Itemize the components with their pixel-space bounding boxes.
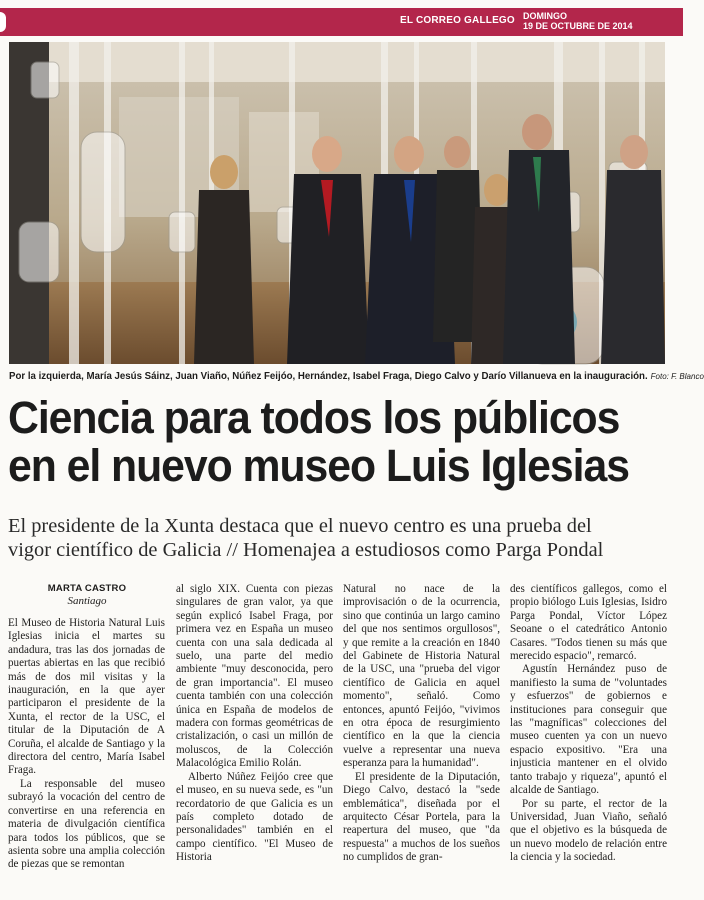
subheadline-line-2: vigor científico de Galicia // Homenajea a estudiosos como Parga Pondal (8, 539, 604, 561)
paragraph: Agustín Hernández puso de manifiesto la suma de "voluntades y esfuerzos" de gobiernos e instituciones para conseguir que las "magníficas" colecciones del museo cuenten ya con un nuevo espacio expositivo. "Era una injusticia mantener en el olvido tanto trabajo y riqueza", apuntó el alcalde de Santiago. (510, 663, 667, 797)
subheadline-line-1: El presidente de la Xunta destaca que el nuevo centro es una prueba del (8, 515, 592, 537)
subheadline (8, 514, 678, 562)
paragraph: El presidente de la Diputación, Diego Calvo, destacó la "sede emblemática", diseñada por el arquitecto César Portela, para la reapertura del museo, que "da respuesta" a muchos de los sueños no cumplidos de gran- (343, 770, 500, 864)
issue-date (523, 11, 633, 31)
paragraph: El Museo de Historia Natural Luis Iglesias inicia el martes su andadura, tras las dos jornadas de puertas abiertas en las que recibió más de dos mil visitas y la inauguración, en la que ayer participaron el presidente de la Xunta, el rector de la USC, el titular de la Diputación de A Coruña, el alcalde de Santiago y la directora del centro, María Isabel Fraga. (8, 617, 165, 777)
photo-caption (9, 371, 704, 382)
paragraph: Alberto Núñez Feijóo cree que el museo, en su nueva sede, es "un recordatorio de que Galicia es un país completo dotado de personalidades" también en el campo científico. "El Museo de Historia (176, 770, 333, 864)
photo-illustration (9, 42, 665, 364)
headline-line-1: Ciencia para todos los públicos (8, 392, 620, 443)
photo-caption-text: Por la izquierda, María Jesús Sáinz, Juan Viaño, Núñez Feijóo, Hernández, Isabel Fraga, Diego Calvo y Darío Villanueva en la inauguración. (9, 371, 648, 382)
headline-line-2: en el nuevo museo Luis Iglesias (8, 440, 629, 491)
issue-weekday: DOMINGO (523, 11, 567, 21)
paragraph: La responsable del museo subrayó la vocación del centro de convertirse en una referencia en materia de divulgación científica para todos los públicos, que se asienta sobre una amplia colección de piezas que se remontan (8, 777, 165, 871)
article-column-1 (8, 617, 165, 872)
paragraph: al siglo XIX. Cuenta con piezas singulares de gran valor, ya que según explicó Isabel Fraga, por primera vez en España un museo cuenta con una sala dedicada al suelo, una parte del medio ambiente "muy desconocida, pero de gran importancia". El museo cuenta también con una colección única en España de modelos de madera con formas geométricas de cristalización, o casi un millón de moluscos, de la Colección Malacológica Emilio Rolán. (176, 583, 333, 770)
byline (8, 583, 166, 607)
issue-full-date: 19 DE OCTUBRE DE 2014 (523, 21, 633, 31)
author-name: MARTA CASTRO (47, 583, 127, 594)
paragraph: Natural no nace de la improvisación o de la ocurrencia, sino que continúa un largo camino del que nos sentimos orgullosos", y que remite a la creación en 1840 del Gabinete de Historia Natural de la USC, una "prueba del vigor científico de Galicia en aquel momento", señaló. Como entonces, apuntó Feijóo, "vivimos en otra época de resurgimiento científico en la que la ciencia vuelve a representar una nueva esperanza para la humanidad". (343, 583, 500, 770)
museum-inauguration-photo (9, 42, 665, 364)
article-column-4 (510, 583, 667, 865)
paragraph: Por su parte, el rector de la Universidad, Juan Viaño, señaló que el objetivo es la búsqueda de un nuevo modelo de relación entre la ciencia y la sociedad. (510, 797, 667, 864)
headline (8, 394, 645, 490)
dateline-location: Santiago (67, 595, 107, 607)
publication-name: EL CORREO GALLEGO (400, 15, 515, 26)
page-edge-marker (0, 12, 6, 32)
article-column-2 (176, 583, 333, 865)
article-column-3 (343, 583, 500, 865)
paragraph: des científicos gallegos, como el propio biólogo Luis Iglesias, Isidro Parga Pondal, Víctor López Seoane o el catedrático Antonio Casares. "Todos tienen su más que merecido espacio", remarcó. (510, 583, 667, 663)
photo-credit: Foto: F. Blanco (650, 372, 704, 381)
